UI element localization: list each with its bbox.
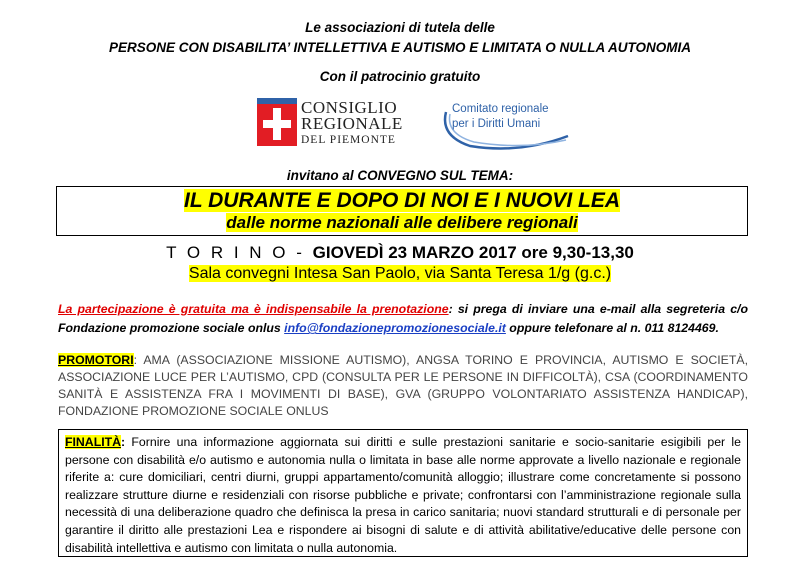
conference-subtitle: dalle norme nazionali alle delibere regionali bbox=[226, 213, 578, 232]
consiglio-logo-line-1: CONSIGLIO bbox=[301, 98, 398, 117]
finalita-text: Fornire una informazione aggiornata sui diritti e sulle prestazioni sanitarie e socio-sanitarie esigibili per le persone con disabilità e/o autismo e autonomia nulla o limitata in base alle norme approvate a livello nazionale e regionale riferite a: cure domiciliari, centri diurni, gruppi appartamento/comunità alloggio; illustrare come concretamente si possono realizzare strutture diurne e residenziali con risorse pubbliche e private; confrontarsi con l’amministrazione regionale sulla necessità di una deliberazione quadro che definisca la presa in carico sanitaria; nuovi standard strutturali e di personale per garantire il diritto alle prestazioni Lea e rispondere ai bisogni di salute e di attività abilitative/educative delle persone con disabilità intellettiva e autismo con limitata o nulla autonomia. bbox=[65, 435, 741, 555]
invite-text: invitano al CONVEGNO SUL TEMA: bbox=[286, 168, 514, 183]
event-date bbox=[0, 243, 800, 263]
promotori-text: : AMA (ASSOCIAZIONE MISSIONE AUTISMO), ANGSA TORINO E PROVINCIA, AUTISMO E SOCIETÀ, ASSOCIAZIONE LUCE PER L’AUTISMO, CPD (CONSULTA PER LE PERSONE IN DIFFICOLTÀ), CSA (COORDINAMENTO SANITÀ E ASSISTENZA FRA I MOVIMENTI DI BASE), GVA (GRUPPO VOLONTARIATO ASSISTENZA HANDICAP), FONDAZIONE PROMOZIONE SOCIALE ONLUS bbox=[58, 353, 748, 418]
finalita-label: FINALITÀ bbox=[65, 435, 122, 449]
conference-title: IL DURANTE E DOPO DI NOI E I NUOVI LEA bbox=[184, 189, 620, 212]
header-line-3: Con il patrocinio gratuito bbox=[319, 69, 481, 84]
comitato-logo-line-2: per i Diritti Umani bbox=[452, 118, 541, 130]
consiglio-regionale-logo bbox=[257, 98, 407, 150]
consiglio-logo-line-3: DEL PIEMONTE bbox=[301, 134, 396, 146]
consiglio-logo-line-2: REGIONALE bbox=[301, 114, 403, 133]
participation-text-1: : si prega di inviare una e-mail alla segreteria c/o Fondazione promozione sociale onlus bbox=[58, 302, 748, 335]
title-box bbox=[56, 186, 748, 236]
event-venue: Sala convegni Intesa San Paolo, via Santa Teresa 1/g (g.c.) bbox=[188, 265, 612, 282]
comitato-diritti-umani-logo bbox=[440, 100, 580, 152]
promotori-paragraph bbox=[58, 352, 748, 420]
event-venue-row bbox=[0, 265, 800, 283]
promotori-label: PROMOTORI bbox=[58, 353, 134, 367]
header-line-1: Le associazioni di tutela delle bbox=[305, 20, 495, 35]
event-city: T O R I N O - bbox=[166, 243, 313, 262]
participation-text-2: oppure telefonare al n. 011 8124469. bbox=[505, 321, 719, 335]
header-line-2: PERSONE CON DISABILITA’ INTELLETTIVA E AUTISMO E LIMITATA O NULLA AUTONOMIA bbox=[109, 40, 691, 55]
piemonte-shield-icon bbox=[257, 102, 297, 146]
comitato-logo-line-1: Comitato regionale bbox=[452, 103, 549, 115]
finalita-colon: : bbox=[121, 435, 126, 449]
participation-notice: La partecipazione è gratuita ma è indispensabile la prenotazione bbox=[58, 302, 449, 316]
email-link[interactable]: info@fondazionepromozionesociale.it bbox=[284, 321, 506, 335]
event-datetime: GIOVEDÌ 23 MARZO 2017 ore 9,30-13,30 bbox=[312, 243, 634, 262]
finalita-box bbox=[58, 429, 748, 557]
participation-paragraph bbox=[58, 300, 748, 338]
